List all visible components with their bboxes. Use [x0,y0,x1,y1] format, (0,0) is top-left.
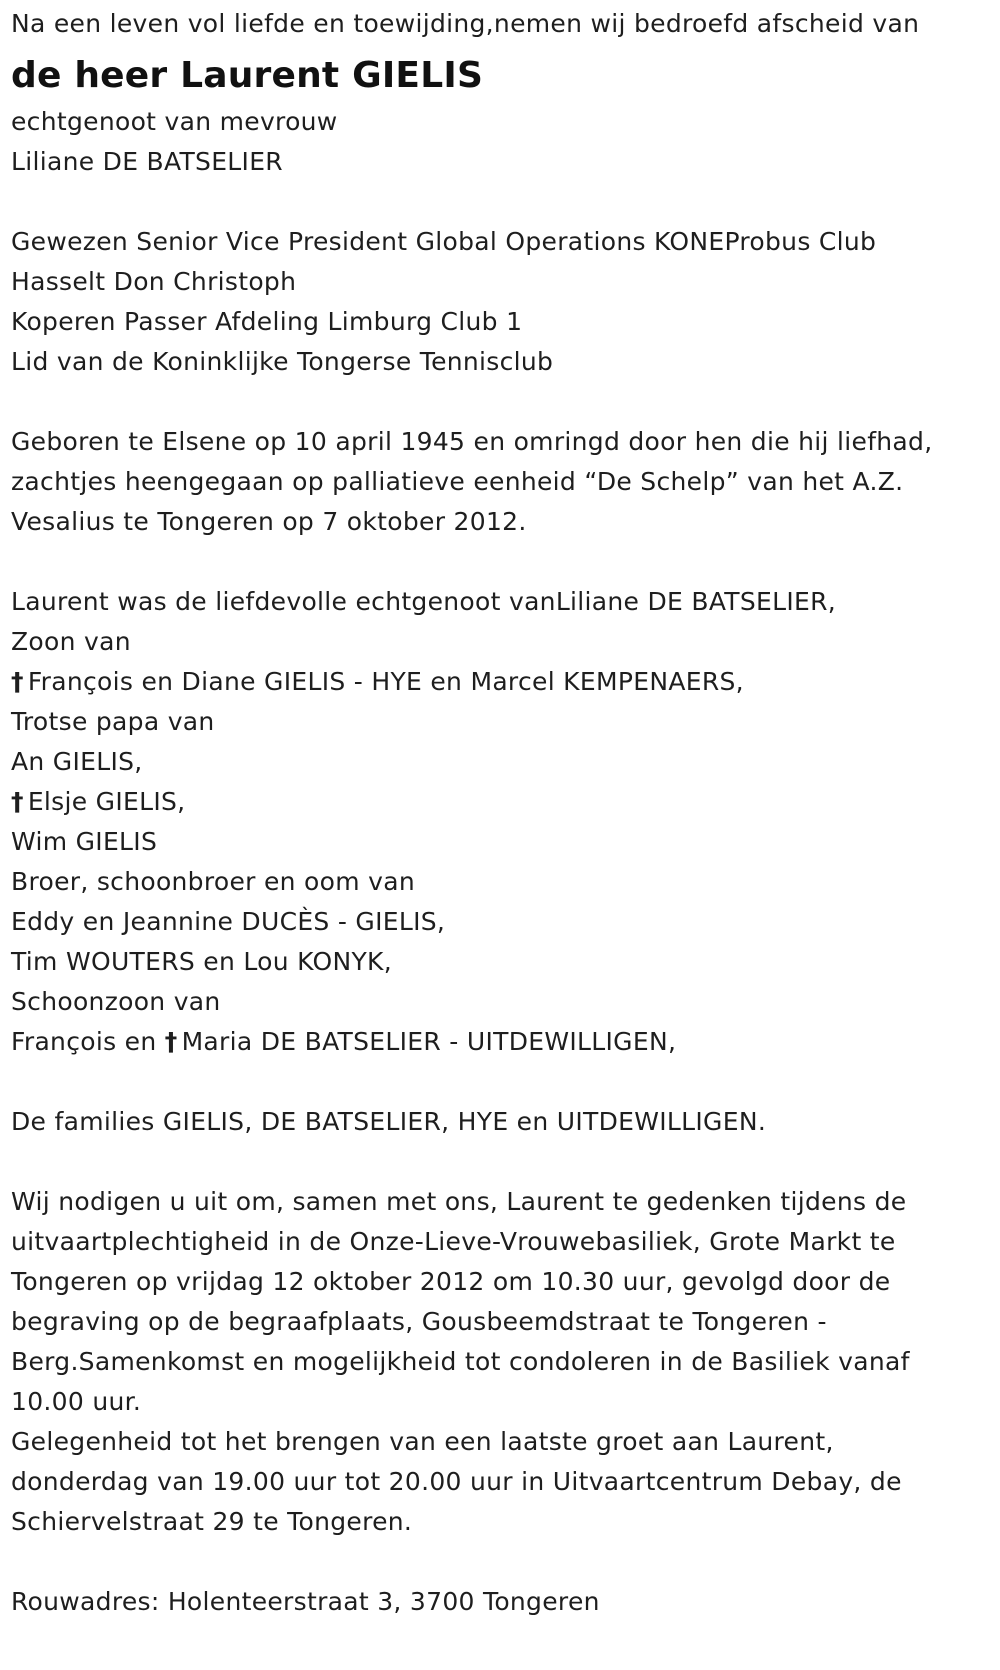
spouse-line-2: Liliane DE BATSELIER [11,147,283,176]
in-laws-text-after: Maria DE BATSELIER - UITDEWILLIGEN, [181,1027,677,1056]
visitation-line: Gelegenheid tot het brengen van een laatste groet aan Laurent, [11,1427,834,1456]
in-laws-line [11,1022,1000,1062]
cross-icon: † [11,787,24,816]
affiliation-line: Lid van de Koninklijke Tongerse Tennisclub [11,347,554,376]
visitation-line: Schiervelstraat 29 te Tongeren. [11,1507,413,1536]
intro-text: Na een leven vol liefde en toewijding,nemen wij bedroefd afscheid van [11,9,920,38]
child-line: Wim GIELIS [11,827,158,856]
parents-line [11,662,1000,702]
ceremony-line: Berg.Samenkomst en mogelijkheid tot condoleren in de Basiliek vanaf [11,1347,910,1376]
sibling-line: Tim WOUTERS en Lou KONYK, [11,947,392,976]
ceremony-line: begraving op de begraafplaats, Gousbeemdstraat te Tongeren - [11,1307,827,1336]
spacer [11,1542,1000,1582]
spacer [11,1062,1000,1102]
in-laws-text-before: François en [11,1027,157,1056]
brother-label: Broer, schoonbroer en oom van [11,867,415,896]
cross-icon: † [164,1027,178,1056]
ceremony-line: Tongeren op vrijdag 12 oktober 2012 om 10.30 uur, gevolgd door de [11,1267,891,1296]
ceremony-line: 10.00 uur. [11,1387,142,1416]
ceremony-line: uitvaartplechtigheid in de Onze-Lieve-Vrouwebasiliek, Grote Markt te [11,1227,896,1256]
son-in-law-label: Schoonzoon van [11,987,221,1016]
spacer [11,382,1000,422]
child-text: Elsje GIELIS, [27,787,186,816]
birth-death-line: zachtjes heengegaan op palliatieve eenheid “De Schelp” van het A.Z. [11,467,904,496]
mourning-address: Rouwadres: Holenteerstraat 3, 3700 Tongeren [11,1587,600,1616]
spouse-line-1: echtgenoot van mevrouw [11,107,338,136]
birth-death-line: Geboren te Elsene op 10 april 1945 en omringd door hen die hij liefhad, [11,427,933,456]
families-line: De families GIELIS, DE BATSELIER, HYE en UITDEWILLIGEN. [11,1107,767,1136]
child-line: An GIELIS, [11,747,143,776]
husband-of-line: Laurent was de liefdevolle echtgenoot vanLiliane DE BATSELIER, [11,587,837,616]
deceased-name: de heer Laurent GIELIS [11,55,484,96]
sibling-line: Eddy en Jeannine DUCÈS - GIELIS, [11,907,446,936]
spacer [11,542,1000,582]
father-of-label: Trotse papa van [11,707,215,736]
affiliation-line: Koperen Passer Afdeling Limburg Club 1 [11,307,523,336]
spacer [11,1142,1000,1182]
birth-death-line: Vesalius te Tongeren op 7 oktober 2012. [11,507,527,536]
child-line [11,782,1000,822]
spacer [11,182,1000,222]
cross-icon: † [11,667,24,696]
affiliation-line: Hasselt Don Christoph [11,267,297,296]
parents-text: François en Diane GIELIS - HYE en Marcel KEMPENAERS, [27,667,744,696]
son-of-label: Zoon van [11,627,131,656]
ceremony-line: Wij nodigen u uit om, samen met ons, Laurent te gedenken tijdens de [11,1187,907,1216]
affiliation-line: Gewezen Senior Vice President Global Operations KONEProbus Club [11,227,877,256]
visitation-line: donderdag van 19.00 uur tot 20.00 uur in Uitvaartcentrum Debay, de [11,1467,902,1496]
